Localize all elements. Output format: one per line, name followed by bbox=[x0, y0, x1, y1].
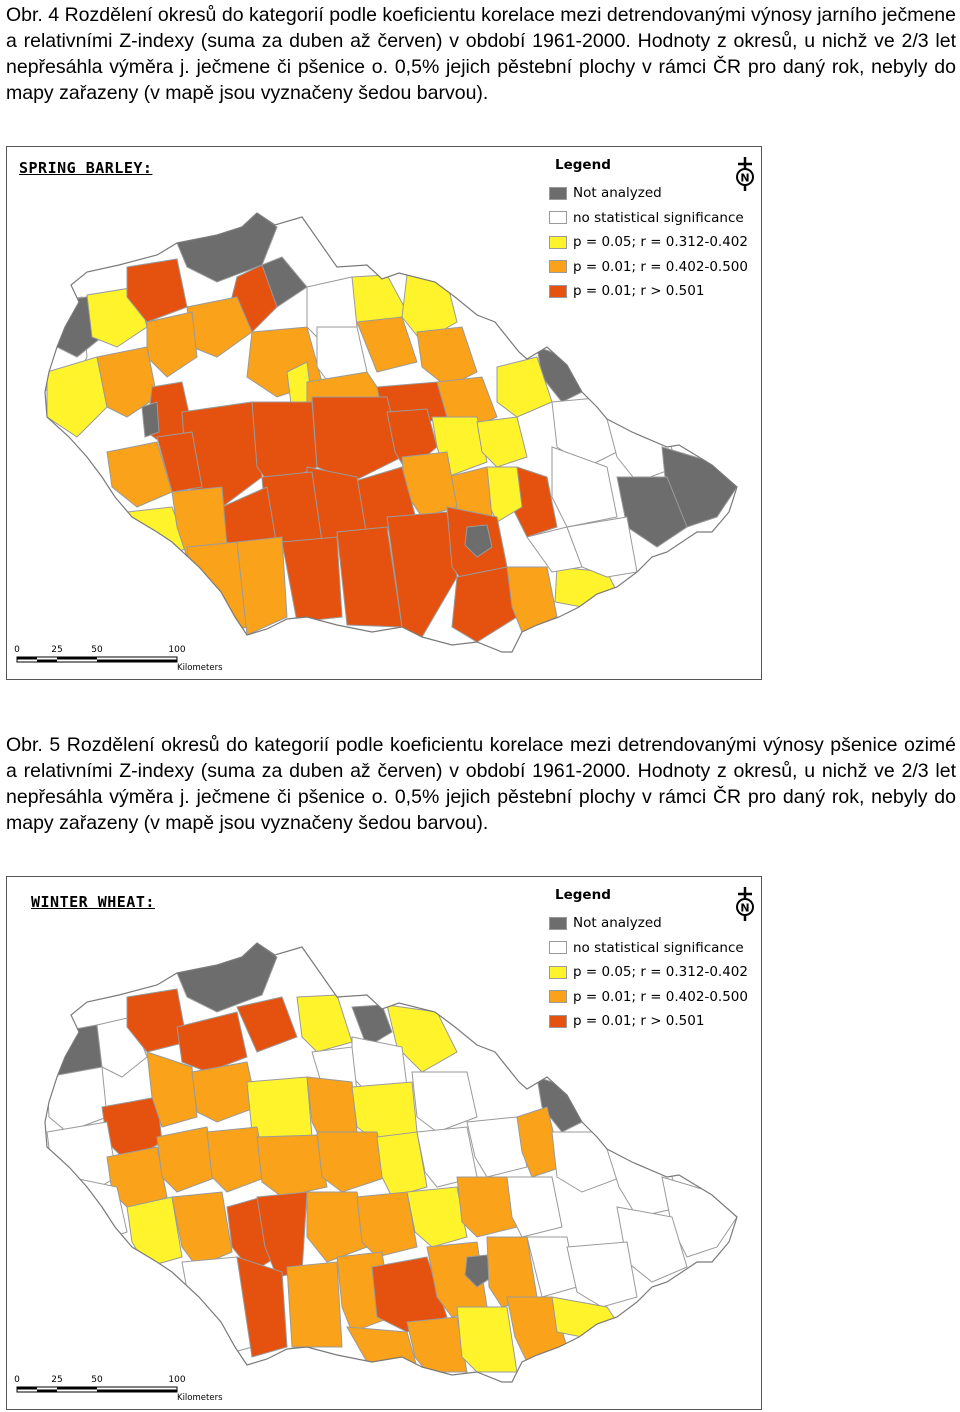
scale-tick: 50 bbox=[91, 1375, 103, 1385]
legend bbox=[549, 157, 748, 304]
scale-tick: 100 bbox=[168, 1375, 186, 1385]
legend-swatch bbox=[549, 1015, 567, 1028]
scale-tick: 25 bbox=[51, 645, 63, 655]
legend-swatch bbox=[549, 917, 567, 930]
legend-title: Legend bbox=[555, 887, 611, 903]
scale-bar bbox=[14, 1371, 223, 1403]
legend-label: no statistical significance bbox=[573, 939, 744, 956]
scale-tick: 0 bbox=[14, 1375, 20, 1385]
legend-label: p = 0.01; r > 0.501 bbox=[573, 283, 705, 300]
legend-item-p001-high bbox=[549, 1009, 748, 1034]
legend-swatch bbox=[549, 990, 567, 1003]
legend-swatch bbox=[549, 966, 567, 979]
scale-tick: 25 bbox=[51, 1375, 63, 1385]
figure-5-caption: Obr. 5 Rozdělení okresů do kategorií podle koeficientu korelace mezi detrendovanými výnosy pšenice ozimé a relativními Z-indexy (suma za duben až červen) v období 1961-2000. Hodnoty z okresů, u nichž ve 2/3 let nepřesáhla výměra j. ječmene či pšenice o. 0,5% jejich pěstební plochy v rámci ČR pro daný rok, nebyly do mapy zařazeny (v mapě jsou vyznačeny šedou barvou). bbox=[6, 734, 956, 834]
spring-barley-map-panel bbox=[6, 146, 762, 680]
legend-title: Legend bbox=[555, 157, 611, 173]
legend-swatch bbox=[549, 211, 567, 224]
legend-item-no-significance bbox=[549, 206, 748, 231]
legend-swatch bbox=[549, 941, 567, 954]
legend-swatch bbox=[549, 236, 567, 249]
figure-4-caption: Obr. 4 Rozdělení okresů do kategorií podle koeficientu korelace mezi detrendovanými výnosy jarního ječmene a relativními Z-indexy (suma za duben až červen) v období 1961-2000. Hodnoty z okresů, u nichž ve 2/3 let nepřesáhla výměra j. ječmene či pšenice o. 0,5% jejich pěstební plochy v rámci ČR pro daný rok, nebyly do mapy zařazeny (v mapě jsou vyznačeny šedou barvou). bbox=[6, 4, 956, 104]
north-label: N bbox=[740, 901, 750, 915]
map-title: WINTER WHEAT: bbox=[31, 893, 155, 911]
legend-label: Not analyzed bbox=[573, 185, 662, 202]
legend-label: no statistical significance bbox=[573, 209, 744, 226]
scale-bar bbox=[14, 641, 223, 673]
legend-item-p001-medium bbox=[549, 255, 748, 280]
legend-label: p = 0.05; r = 0.312-0.402 bbox=[573, 964, 748, 981]
winter-wheat-map-panel bbox=[6, 876, 762, 1410]
legend bbox=[549, 887, 748, 1034]
legend-item-p001-medium bbox=[549, 985, 748, 1010]
legend-label: Not analyzed bbox=[573, 915, 662, 932]
legend-item-p005 bbox=[549, 960, 748, 985]
map-title: SPRING BARLEY: bbox=[19, 159, 153, 177]
legend-label: p = 0.01; r = 0.402-0.500 bbox=[573, 988, 748, 1005]
scale-unit: Kilometers bbox=[177, 1393, 223, 1403]
legend-label: p = 0.05; r = 0.312-0.402 bbox=[573, 234, 748, 251]
legend-item-p005 bbox=[549, 230, 748, 255]
scale-tick: 100 bbox=[168, 645, 186, 655]
legend-label: p = 0.01; r > 0.501 bbox=[573, 1013, 705, 1030]
north-label: N bbox=[740, 171, 750, 185]
legend-swatch bbox=[549, 187, 567, 200]
legend-item-not-analyzed bbox=[549, 181, 748, 206]
legend-item-p001-high bbox=[549, 279, 748, 304]
legend-swatch bbox=[549, 260, 567, 273]
scale-tick: 50 bbox=[91, 645, 103, 655]
scale-tick: 0 bbox=[14, 645, 20, 655]
legend-item-no-significance bbox=[549, 936, 748, 961]
legend-label: p = 0.01; r = 0.402-0.500 bbox=[573, 258, 748, 275]
legend-item-not-analyzed bbox=[549, 911, 748, 936]
scale-unit: Kilometers bbox=[177, 663, 223, 673]
legend-swatch bbox=[549, 285, 567, 298]
